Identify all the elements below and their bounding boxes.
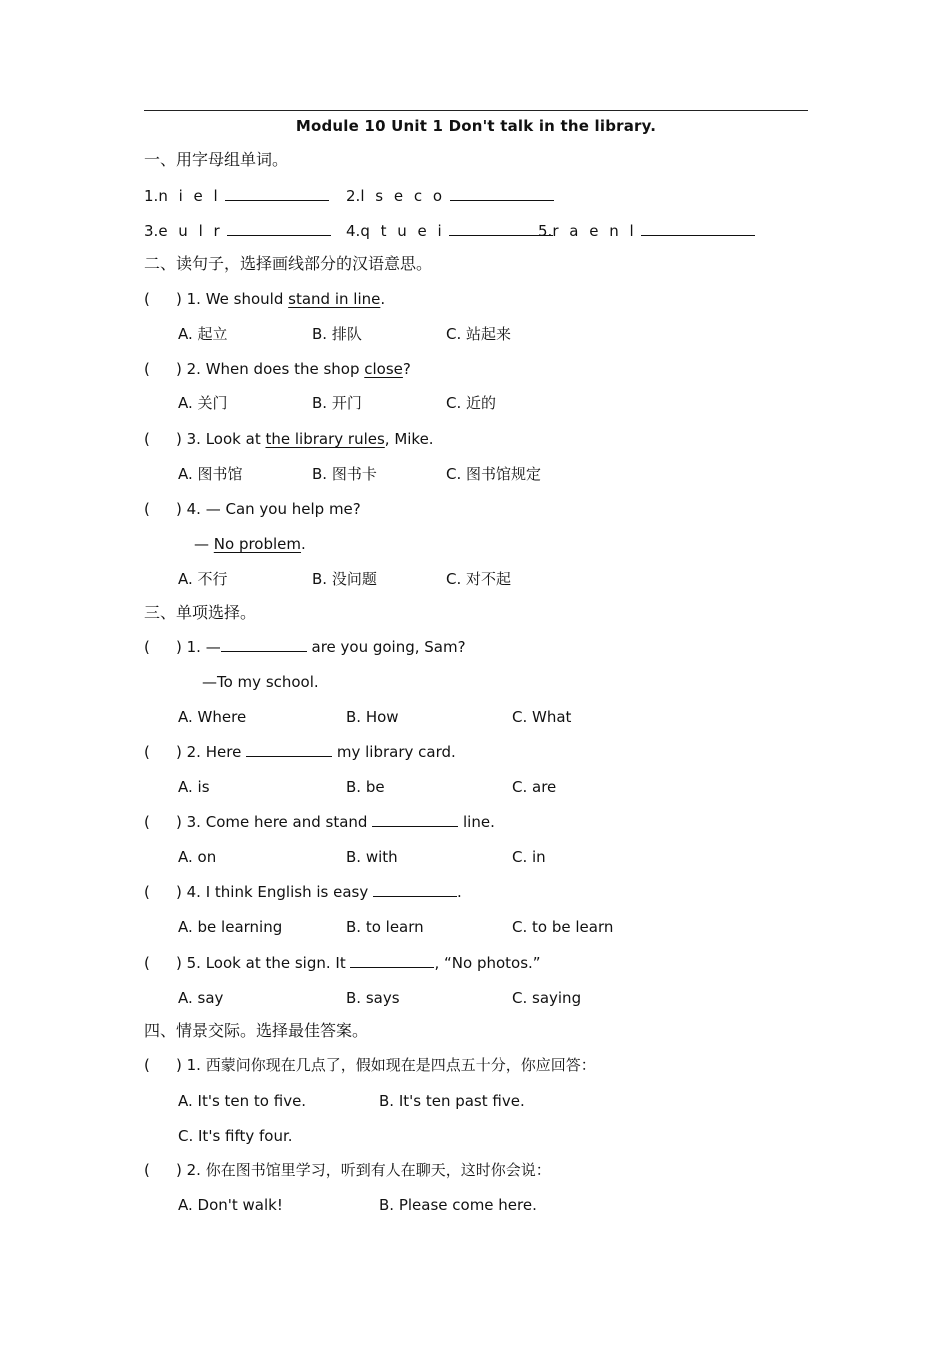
- page-title: Module 10 Unit 1 Don't talk in the library.: [295, 117, 657, 135]
- s3-q3-opt-c: C. in: [512, 848, 546, 866]
- s4-q1-opt-a: A. It's ten to five.: [178, 1092, 307, 1110]
- s4-q2: ( ) 2. 你在图书馆里学习，听到有人在聊天，这时你会说：: [144, 1161, 551, 1179]
- s2-q2-opt-a: A. 关门: [178, 394, 228, 412]
- s3-q1-reply: —To my school.: [202, 673, 319, 691]
- answer-paren[interactable]: (: [144, 1056, 150, 1074]
- s3-q1: ( ) 1. — are you going, Sam?: [144, 638, 466, 656]
- answer-blank[interactable]: [373, 882, 457, 897]
- s4-q2-opt-b: B. Please come here.: [379, 1196, 537, 1214]
- section4-heading: 四、情景交际。选择最佳答案。: [144, 1021, 369, 1040]
- s2-q3: ( ) 3. Look at the library rules, Mike.: [144, 430, 434, 448]
- answer-paren[interactable]: (: [144, 1161, 150, 1179]
- s3-q4-opt-b: B. to learn: [346, 918, 424, 936]
- s2-q1-opt-a: A. 起立: [178, 325, 228, 343]
- s2-q1: ( ) 1. We should stand in line.: [144, 290, 386, 308]
- answer-paren[interactable]: (: [144, 500, 150, 518]
- s3-q2-opt-b: B. be: [346, 778, 385, 796]
- s3-q2: ( ) 2. Here my library card.: [144, 743, 456, 761]
- s2-q4: ( ) 4. — Can you help me?: [144, 500, 361, 518]
- s3-q4-opt-a: A. be learning: [178, 918, 283, 936]
- s2-q3-opt-a: A. 图书馆: [178, 465, 243, 483]
- s3-q3: ( ) 3. Come here and stand line.: [144, 813, 495, 831]
- answer-blank[interactable]: [246, 742, 332, 757]
- s3-q2-opt-a: A. is: [178, 778, 210, 796]
- s3-q5: ( ) 5. Look at the sign. It , “No photos.”: [144, 954, 541, 972]
- answer-paren[interactable]: (: [144, 290, 150, 308]
- s2-q4-opt-a: A. 不行: [178, 570, 228, 588]
- answer-paren[interactable]: (: [144, 883, 150, 901]
- s3-q1-opt-a: A. Where: [178, 708, 247, 726]
- s3-q1-opt-c: C. What: [512, 708, 572, 726]
- answer-paren[interactable]: (: [144, 430, 150, 448]
- s1-item-1: 1.n i e l: [144, 186, 329, 206]
- s2-q1-opt-b: B. 排队: [312, 325, 362, 343]
- answer-blank[interactable]: [350, 953, 434, 968]
- answer-paren[interactable]: (: [144, 638, 150, 656]
- section3-heading: 三、单项选择。: [144, 603, 257, 622]
- s3-q4: ( ) 4. I think English is easy .: [144, 883, 462, 901]
- answer-paren[interactable]: (: [144, 360, 150, 378]
- s2-q2: ( ) 2. When does the shop close?: [144, 360, 411, 378]
- s3-q1-opt-b: B. How: [346, 708, 399, 726]
- s2-q4-opt-b: B. 没问题: [312, 570, 377, 588]
- s2-q2-opt-c: C. 近的: [446, 394, 497, 412]
- s3-q5-opt-a: A. say: [178, 989, 224, 1007]
- section2-heading: 二、读句子，选择画线部分的汉语意思。: [144, 254, 433, 273]
- answer-paren[interactable]: (: [144, 743, 150, 761]
- header-rule: [144, 110, 808, 111]
- answer-blank[interactable]: [450, 186, 554, 201]
- answer-paren[interactable]: (: [144, 813, 150, 831]
- answer-blank[interactable]: [372, 812, 458, 827]
- s4-q2-opt-a: A. Don't walk!: [178, 1196, 283, 1214]
- answer-blank[interactable]: [221, 637, 307, 652]
- section1-heading: 一、用字母组单词。: [144, 150, 289, 169]
- s1-item-2: 2.l s e c o: [346, 186, 554, 206]
- s3-q4-opt-c: C. to be learn: [512, 918, 614, 936]
- answer-blank[interactable]: [227, 221, 331, 236]
- s3-q5-opt-c: C. saying: [512, 989, 582, 1007]
- answer-paren[interactable]: (: [144, 954, 150, 972]
- s2-q3-opt-b: B. 图书卡: [312, 465, 377, 483]
- s4-q1-opt-c: C. It's fifty four.: [178, 1127, 293, 1145]
- s3-q2-opt-c: C. are: [512, 778, 557, 796]
- s2-q4-opt-c: C. 对不起: [446, 570, 512, 588]
- s1-item-4: 4.q t u e i: [346, 221, 553, 241]
- s3-q3-opt-b: B. with: [346, 848, 398, 866]
- s2-q2-opt-b: B. 开门: [312, 394, 362, 412]
- s2-q1-opt-c: C. 站起来: [446, 325, 512, 343]
- s2-q3-opt-c: C. 图书馆规定: [446, 465, 542, 483]
- s2-q4-reply: — No problem.: [194, 535, 306, 553]
- s3-q3-opt-a: A. on: [178, 848, 217, 866]
- answer-blank[interactable]: [225, 186, 329, 201]
- s1-item-3: 3.e u l r: [144, 221, 331, 241]
- s4-q1-opt-b: B. It's ten past five.: [379, 1092, 525, 1110]
- s1-item-5: 5.r a e n l: [538, 221, 755, 241]
- s4-q1: ( ) 1. 西蒙问你现在几点了，假如现在是四点五十分，你应回答：: [144, 1056, 596, 1074]
- answer-blank[interactable]: [641, 221, 755, 236]
- s3-q5-opt-b: B. says: [346, 989, 400, 1007]
